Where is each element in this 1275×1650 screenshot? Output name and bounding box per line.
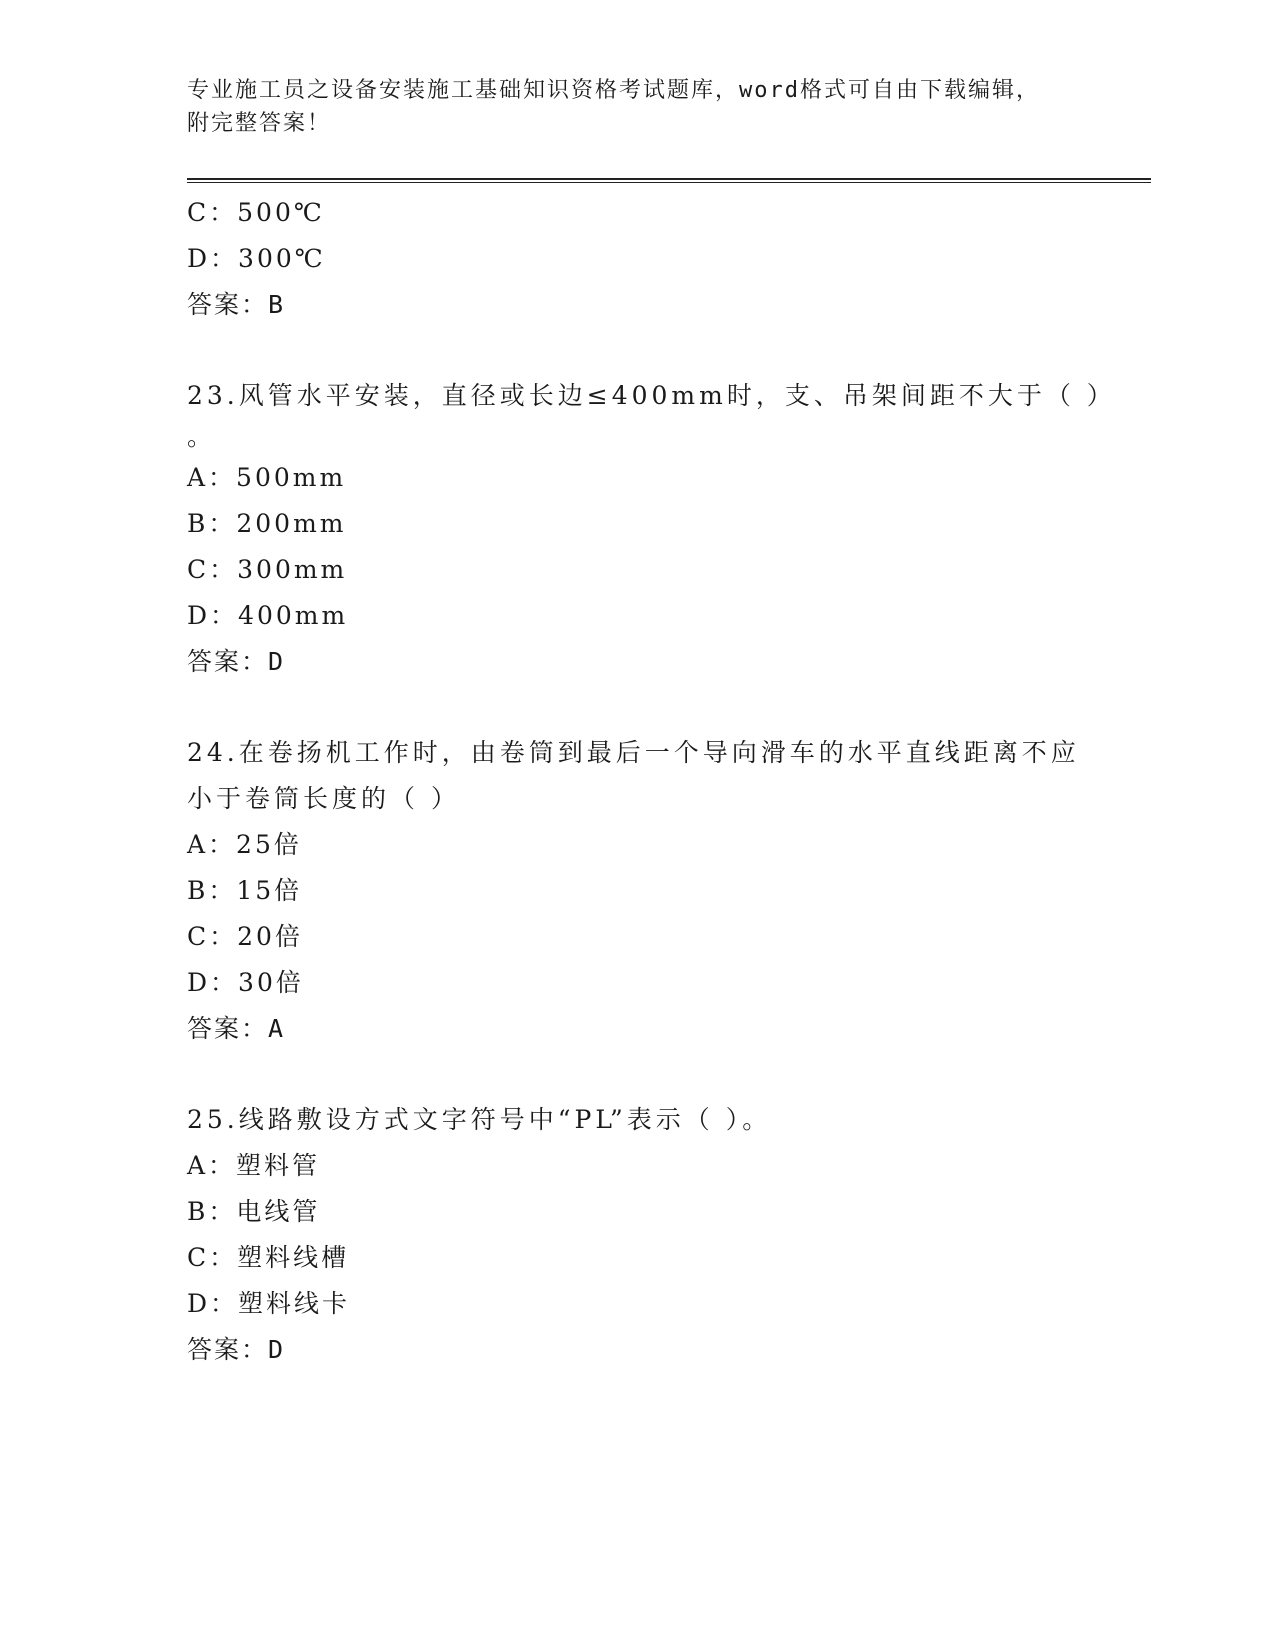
question-block-22 (187, 190, 1087, 328)
answer-label: 答案：A (187, 1014, 286, 1043)
option-a: A：塑料管 (187, 1151, 321, 1180)
answer-label: 答案：B (187, 290, 286, 319)
document-header (187, 74, 1067, 140)
header-title-continuation: 附完整答案！ (187, 111, 332, 136)
option-c: C：20倍 (187, 922, 303, 951)
spacer (187, 685, 1087, 730)
header-divider-thin (187, 182, 1151, 183)
question-block-24 (187, 730, 1087, 1052)
question-text-continuation: 。 (187, 422, 217, 451)
header-title-line: 专业施工员之设备安装施工基础知识资格考试题库，word格式可自由下载编辑， (187, 78, 1040, 103)
header-divider-thick (187, 178, 1151, 180)
option-d: D：塑料线卡 (187, 1289, 351, 1318)
option-b: B：200mm (187, 509, 347, 538)
question-block-25 (187, 1097, 1087, 1373)
option-a: A：500mm (187, 463, 347, 492)
option-d: D：300℃ (187, 244, 326, 273)
question-text: 25.线路敷设方式文字符号中“PL”表示（ ）。 (187, 1105, 772, 1134)
option-d: D：30倍 (187, 968, 304, 997)
question-list (187, 190, 1116, 1373)
option-c: C：300mm (187, 555, 348, 584)
option-d: D：400mm (187, 601, 349, 630)
answer-label: 答案：D (187, 647, 286, 676)
option-b: B：电线管 (187, 1197, 321, 1226)
option-a: A：25倍 (187, 830, 302, 859)
option-b: B：15倍 (187, 876, 303, 905)
spacer (187, 1052, 1087, 1097)
option-c: C：500℃ (187, 198, 325, 227)
question-block-23 (187, 373, 1116, 685)
option-c: C：塑料线槽 (187, 1243, 350, 1272)
question-text: 24.在卷扬机工作时，由卷筒到最后一个导向滑车的水平直线距离不应 (187, 738, 1080, 767)
answer-label: 答案：D (187, 1335, 286, 1364)
question-text-continuation: 小于卷筒长度的（ ） (187, 784, 460, 813)
spacer (187, 328, 1087, 373)
question-text: 23.风管水平安装，直径或长边≤400mm时，支、吊架间距不大于（ ） (187, 381, 1116, 410)
